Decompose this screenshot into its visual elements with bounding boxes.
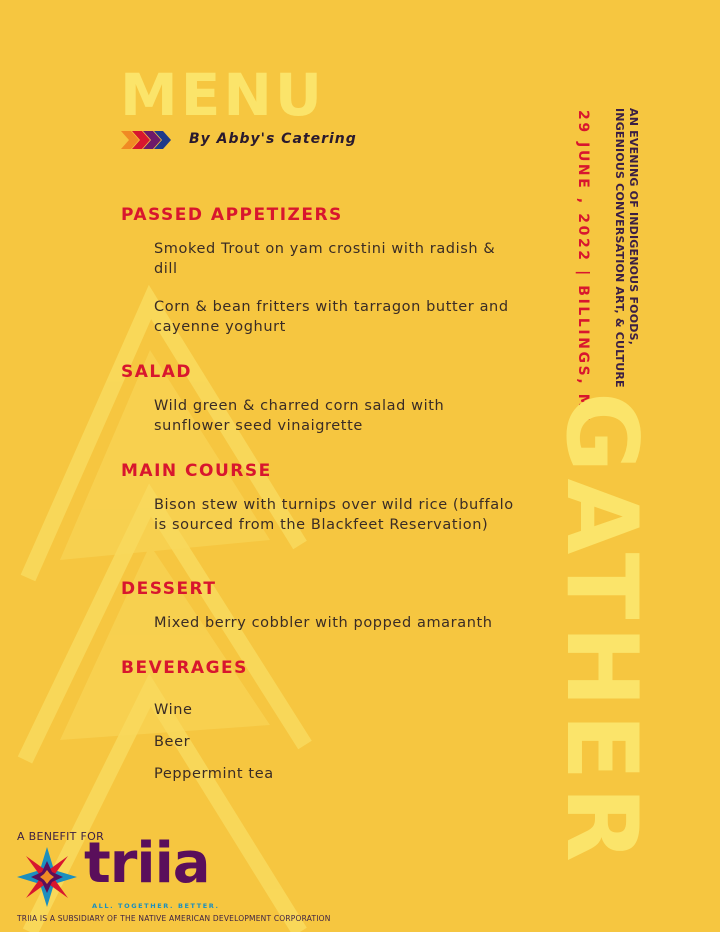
menu-item: Corn & bean fritters with tarragon butter and cayenne yoghurt <box>154 299 509 335</box>
caterer-name: By Abby's Catering <box>189 131 357 147</box>
section-title-salad: SALAD <box>121 362 193 382</box>
subsidiary-note: TRIIA IS A SUBSIDIARY OF THE NATIVE AMERICAN DEVELOPMENT CORPORATION <box>17 914 331 923</box>
menu-item: Mixed berry cobbler with popped amaranth <box>154 615 493 631</box>
section-title-main-course: MAIN COURSE <box>121 461 272 481</box>
menu-item: Smoked Trout on yam crostini with radish & dill <box>154 241 496 277</box>
triia-logo-wordmark: triia <box>84 831 210 896</box>
logo-tagline: ALL. TOGETHER. BETTER. <box>92 902 220 910</box>
event-description-line-2: INGENIOUS CONVERSATION ART, & CULTURE <box>613 108 626 388</box>
menu-item: Wine <box>154 702 193 718</box>
event-date-location: 29 JUNE , 2022 | BILLINGS, MT <box>575 110 591 423</box>
section-title-dessert: DESSERT <box>121 579 217 599</box>
section-title-passed-appetizers: PASSED APPETIZERS <box>121 205 343 225</box>
benefit-label: A BENEFIT FOR <box>17 830 105 843</box>
event-description-line-1: AN EVENING OF INDIGENOUS FOODS, <box>627 108 640 346</box>
star-quilt-logo-icon <box>16 846 78 908</box>
event-name-gather: GATHER <box>544 392 658 868</box>
menu-item: Wild green & charred corn salad with sunflower seed vinaigrette <box>154 398 445 434</box>
menu-item: Bison stew with turnips over wild rice (buffalo is sourced from the Blackfeet Reservation) <box>154 497 514 533</box>
menu-title: MENU <box>120 61 325 129</box>
chevron-arrows-icon <box>121 131 171 149</box>
menu-item: Peppermint tea <box>154 766 274 782</box>
menu-item: Beer <box>154 734 191 750</box>
section-title-beverages: BEVERAGES <box>121 658 248 678</box>
